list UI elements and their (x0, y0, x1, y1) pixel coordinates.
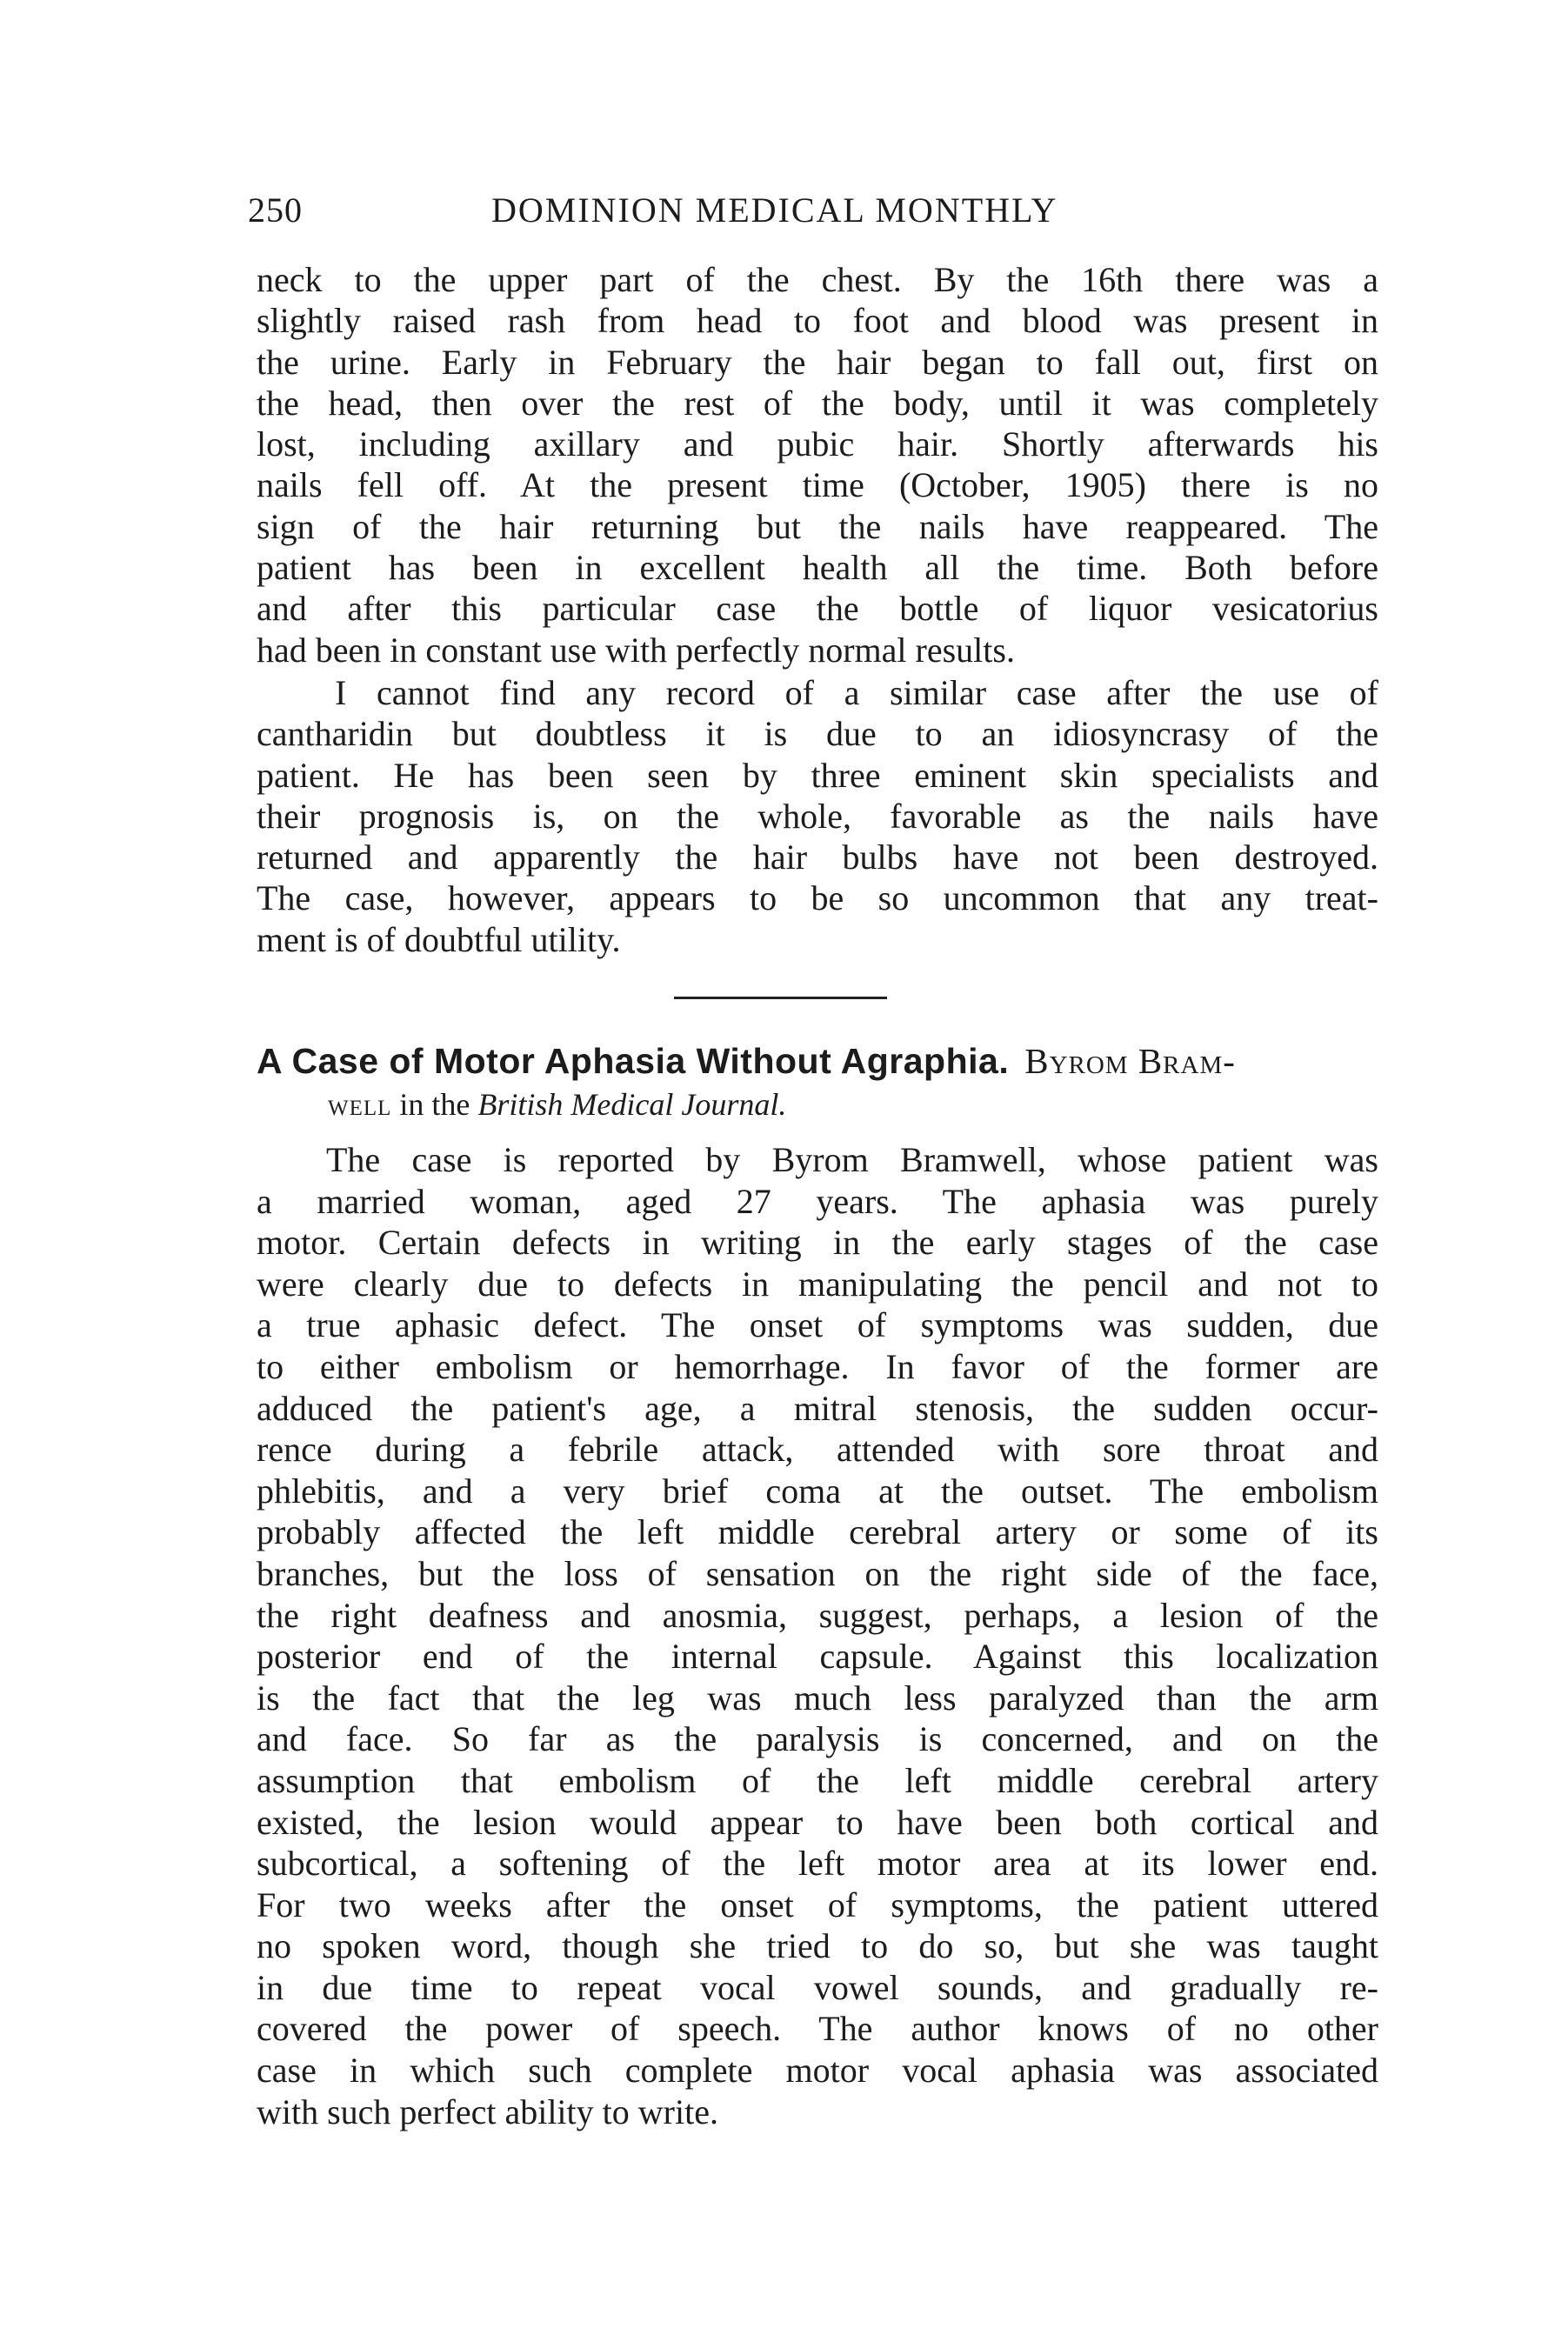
text-line: patient has been in excellent health all the time. Both before (257, 548, 1378, 588)
text-line: assumption that embolism of the left middle cerebral artery (257, 1760, 1378, 1800)
text-line: to either embolism or hemorrhage. In favor of the former are (257, 1346, 1378, 1386)
text-line: had been in constant use with perfectly normal results. (257, 630, 1015, 670)
text-line: probably affected the left middle cerebral artery or some of its (257, 1512, 1378, 1552)
text-line: in due time to repeat vocal vowel sounds, and gradually re- (257, 1967, 1378, 2007)
text-line: motor. Certain defects in writing in the early stages of the case (257, 1223, 1378, 1263)
running-head (248, 190, 1248, 242)
text-line: existed, the lesion would appear to have been both cortical and (257, 1802, 1378, 1842)
source-connector: in the (391, 1087, 478, 1122)
article-source: British Medical Journal. (477, 1087, 787, 1122)
text-line: posterior end of the internal capsule. Against this localization (257, 1637, 1378, 1677)
text-line: lost, including axillary and pubic hair. Shortly afterwards his (257, 424, 1378, 464)
text-line: I cannot find any record of a similar case after the use of (335, 673, 1378, 712)
text-line: and after this particular case the bottle of liquor vesicatorius (257, 589, 1378, 629)
article-source-line (257, 1083, 1378, 1126)
article-author-continued: well (328, 1087, 392, 1122)
text-line: rence during a febrile attack, attended with sore throat and (257, 1430, 1378, 1470)
text-line: branches, but the loss of sensation on the right side of the face, (257, 1553, 1378, 1593)
journal-title: DOMINION MEDICAL MONTHLY (491, 190, 1058, 230)
text-line: returned and apparently the hair bulbs have not been destroyed. (257, 837, 1378, 877)
discussion-paragraph (257, 672, 1378, 960)
page-number: 250 (248, 190, 303, 230)
text-line: with such perfect ability to write. (257, 2091, 718, 2131)
text-line: and face. So far as the paralysis is concerned, and on the (257, 1719, 1378, 1759)
text-line: subcortical, a softening of the left motor area at its lower end. (257, 1844, 1378, 1884)
text-line: a married woman, aged 27 years. The aphasia was purely (257, 1181, 1378, 1221)
text-line: cantharidin but doubtless it is due to an idiosyncrasy of the (257, 714, 1378, 754)
text-line: nails fell off. At the present time (October, 1905) there is no (257, 465, 1378, 505)
section-divider (674, 997, 887, 999)
article-title: A Case of Motor Aphasia Without Agraphia. (257, 1041, 1010, 1081)
text-line: ment is of doubtful utility. (257, 919, 621, 959)
text-line: For two weeks after the onset of symptoms, the patient uttered (257, 1884, 1378, 1924)
text-line: adduced the patient's age, a mitral stenosis, the sudden occur- (257, 1388, 1378, 1428)
text-line: The case, however, appears to be so uncommon that any treat- (257, 878, 1378, 918)
text-line: no spoken word, though she tried to do so, but she was taught (257, 1926, 1378, 1966)
text-line: slightly raised rash from head to foot and blood was present in (257, 301, 1378, 341)
text-line: sign of the hair returning but the nails have reappeared. The (257, 506, 1378, 546)
text-line: case in which such complete motor vocal aphasia was associated (257, 2051, 1378, 2091)
text-line: covered the power of speech. The author knows of no other (257, 2009, 1378, 2049)
article-body-paragraph (257, 1139, 1378, 2132)
text-line: neck to the upper part of the chest. By the 16th there was a (257, 260, 1378, 299)
text-line: patient. He has been seen by three eminent skin specialists and (257, 755, 1378, 795)
text-line: phlebitis, and a very brief coma at the outset. The embolism (257, 1471, 1378, 1511)
continued-case-paragraph (257, 259, 1378, 670)
text-line: a true aphasic defect. The onset of symptoms was sudden, due (257, 1305, 1378, 1345)
article-heading (257, 1039, 1378, 1126)
text-line: were clearly due to defects in manipulating the pencil and not to (257, 1264, 1378, 1304)
article-author: Byrom Bram- (1024, 1041, 1236, 1081)
text-line: The case is reported by Byrom Bramwell, whose patient was (326, 1140, 1378, 1179)
text-line: the right deafness and anosmia, suggest, perhaps, a lesion of the (257, 1595, 1378, 1635)
text-line: the head, then over the rest of the body, until it was completely (257, 383, 1378, 423)
text-line: their prognosis is, on the whole, favorable as the nails have (257, 796, 1378, 836)
text-line: is the fact that the leg was much less paralyzed than the arm (257, 1678, 1378, 1718)
text-line: the urine. Early in February the hair began to fall out, first on (257, 342, 1378, 382)
